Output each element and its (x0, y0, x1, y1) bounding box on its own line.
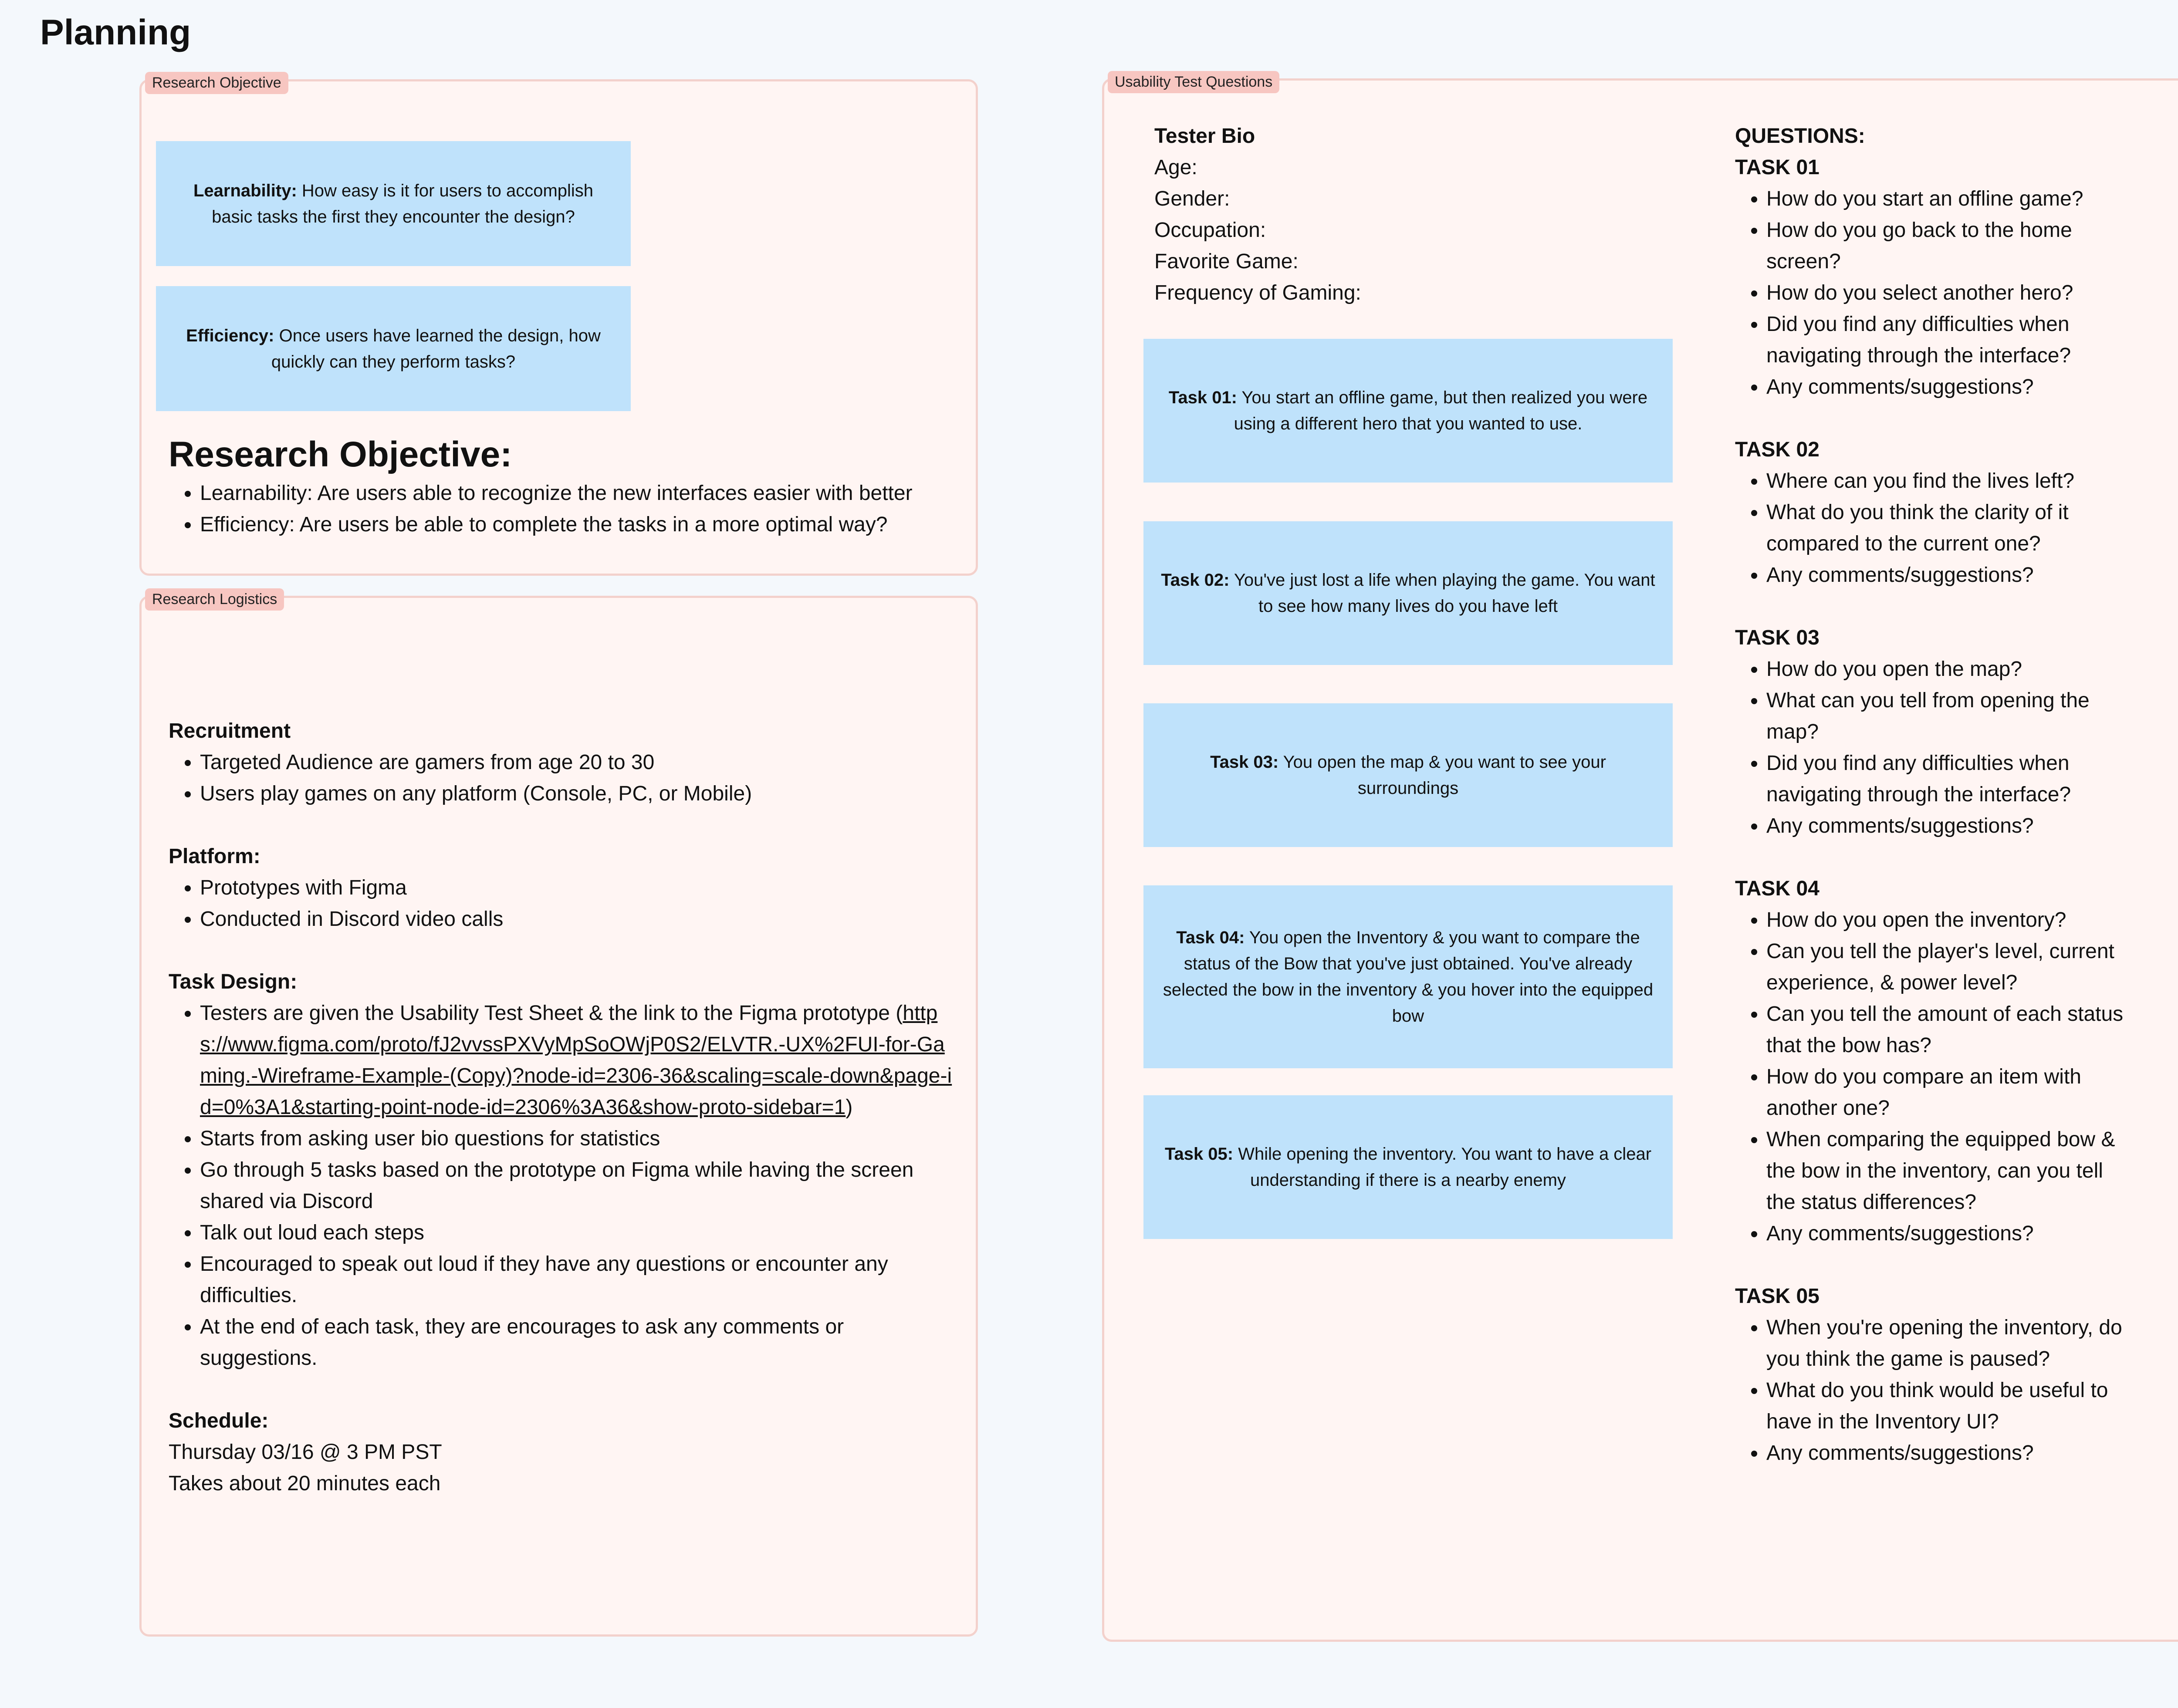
task-design-item: • Starts from asking user bio questions for statistics (200, 1123, 959, 1154)
schedule-title: Schedule: (169, 1409, 269, 1432)
efficiency-note (156, 286, 631, 411)
usability-test-tag: Usability Test Questions (1108, 71, 1279, 93)
question-group (1735, 654, 2136, 842)
tester-bio-title: Tester Bio (1154, 125, 1255, 148)
question-item: • Any comments/suggestions? (1766, 1218, 2136, 1249)
question-item: • How do you open the map? (1766, 654, 2136, 685)
task-design-title: Task Design: (169, 970, 298, 993)
question-group (1735, 466, 2136, 591)
bio-field: Occupation: (1154, 219, 1266, 242)
task-design-item: • Encouraged to speak out loud if they have any questions or encounter any difficulties. (200, 1249, 959, 1311)
recruitment-item: • Users play games on any platform (Console, PC, or Mobile) (200, 778, 959, 810)
question-item: • How do you compare an item with another one? (1766, 1061, 2136, 1124)
task-note-label: Task 05: (1164, 1144, 1234, 1164)
question-item: • Did you find any difficulties when navigating through the interface? (1766, 309, 2136, 371)
research-objective-tag: Research Objective (145, 72, 288, 94)
learnability-label: Learnability: (193, 181, 297, 200)
task-design-item (200, 998, 959, 1123)
platform-title: Platform: (169, 845, 260, 868)
question-item: • Can you tell the player's level, current experience, & power level? (1766, 936, 2136, 999)
page-title: Planning (40, 13, 191, 52)
schedule-duration: Takes about 20 minutes each (169, 1472, 441, 1495)
research-objective-heading: Research Objective: (169, 435, 512, 474)
task-note-text: You've just lost a life when playing the game. You want to see how many lives do you have left (1229, 570, 1655, 616)
question-item: • How do you go back to the home screen? (1766, 215, 2136, 277)
platform-list (169, 872, 959, 935)
task-design-list (169, 998, 959, 1374)
question-item: • Any comments/suggestions? (1766, 1438, 2136, 1469)
question-group-title: TASK 05 (1735, 1285, 1820, 1308)
figma-prototype-link[interactable]: https://www.figma.com/proto/fJ2vvssPXVyMpSoOWjP0S2/ELVTR.-UX%2FUI-for-Gaming.-Wireframe-Example-(Copy)?node-id=2306-36&scaling=scale-down&page-id=0%3A1&starting-point-node-id=2306%3A36&show-proto-sidebar=1 (200, 1002, 952, 1119)
learnability-note (156, 141, 631, 266)
task-note-label: Task 04: (1176, 928, 1245, 947)
task-note-text: While opening the inventory. You want to have a clear understanding if there is a nearby enemy (1233, 1144, 1652, 1190)
recruitment-item: • Targeted Audience are gamers from age 20 to 30 (200, 747, 959, 778)
recruitment-title: Recruitment (169, 719, 291, 743)
task-note (1143, 885, 1673, 1068)
learnability-text: How easy is it for users to accomplish basic tasks the first they encounter the design? (212, 181, 594, 226)
research-objective-section (139, 74, 978, 576)
question-group (1735, 905, 2136, 1249)
bio-field: Frequency of Gaming: (1154, 281, 1361, 304)
question-item: • What do you think the clarity of it compared to the current one? (1766, 497, 2136, 560)
questions-title: QUESTIONS: (1735, 125, 1865, 148)
usability-test-section (1102, 74, 2178, 1642)
question-item: • When you're opening the inventory, do you think the game is paused? (1766, 1312, 2136, 1375)
question-group-title: TASK 04 (1735, 877, 1820, 900)
platform-item: • Prototypes with Figma (200, 872, 959, 904)
task-design-item: • At the end of each task, they are encourages to ask any comments or suggestions. (200, 1311, 959, 1374)
efficiency-text: Once users have learned the design, how quickly can they perform tasks? (271, 326, 601, 371)
research-logistics-tag: Research Logistics (145, 588, 284, 611)
task-note (1143, 521, 1673, 665)
platform-item: • Conducted in Discord video calls (200, 904, 959, 935)
task-note-text: You start an offline game, but then realized you were using a different hero that you wanted to use. (1234, 388, 1648, 433)
question-item: • How do you open the inventory? (1766, 905, 2136, 936)
question-item: • How do you start an offline game? (1766, 183, 2136, 215)
question-item: • What do you think would be useful to have in the Inventory UI? (1766, 1375, 2136, 1438)
task-note-text: You open the map & you want to see your surroundings (1278, 753, 1606, 798)
question-item: • What can you tell from opening the map? (1766, 685, 2136, 748)
tester-bio (1154, 121, 1634, 309)
task-design-item: • Go through 5 tasks based on the prototype on Figma while having the screen shared via Discord (200, 1154, 959, 1217)
research-logistics-section (139, 591, 978, 1637)
task-note (1143, 703, 1673, 847)
question-item: • Any comments/suggestions? (1766, 810, 2136, 842)
questions-list (1735, 121, 2136, 1469)
task-note (1143, 339, 1673, 483)
question-item: • Where can you find the lives left? (1766, 466, 2136, 497)
question-group-title: TASK 02 (1735, 438, 1820, 461)
question-item: • Any comments/suggestions? (1766, 371, 2136, 403)
question-group-title: TASK 03 (1735, 626, 1820, 649)
recruitment-list (169, 747, 959, 810)
task-design-text: Testers are given the Usability Test Sheet & the link to the Figma prototype ( (200, 1002, 903, 1025)
bio-field: Favorite Game: (1154, 250, 1299, 273)
logistics-content (169, 716, 959, 1499)
task-design-item: • Talk out loud each steps (200, 1217, 959, 1249)
task-design-text-end: ) (845, 1096, 853, 1119)
question-group-title: TASK 01 (1735, 156, 1820, 179)
task-note-label: Task 01: (1168, 388, 1238, 407)
task-note (1143, 1095, 1673, 1239)
efficiency-label: Efficiency: (186, 326, 274, 345)
bio-field: Gender: (1154, 187, 1230, 210)
question-item: • When comparing the equipped bow & the bow in the inventory, can you tell the status differences? (1766, 1124, 2136, 1218)
objective-bullet: • Learnability: Are users able to recognize the new interfaces easier with better (200, 478, 993, 509)
question-item: • Can you tell the amount of each status that the bow has? (1766, 999, 2136, 1061)
research-objective-bullets (169, 478, 993, 540)
objective-bullet: • Efficiency: Are users be able to complete the tasks in a more optimal way? (200, 509, 993, 540)
task-note-label: Task 02: (1161, 570, 1230, 590)
task-note-label: Task 03: (1210, 753, 1279, 772)
bio-field: Age: (1154, 156, 1197, 179)
question-item: • Any comments/suggestions? (1766, 560, 2136, 591)
question-group (1735, 183, 2136, 403)
question-item: • Did you find any difficulties when navigating through the interface? (1766, 748, 2136, 810)
schedule-date: Thursday 03/16 @ 3 PM PST (169, 1441, 442, 1464)
question-item: • How do you select another hero? (1766, 277, 2136, 309)
question-group (1735, 1312, 2136, 1469)
task-note-text: You open the Inventory & you want to compare the status of the Bow that you've just obtained. You've already selected the bow in the inventory & you hover into the equipped bow (1163, 928, 1654, 1026)
